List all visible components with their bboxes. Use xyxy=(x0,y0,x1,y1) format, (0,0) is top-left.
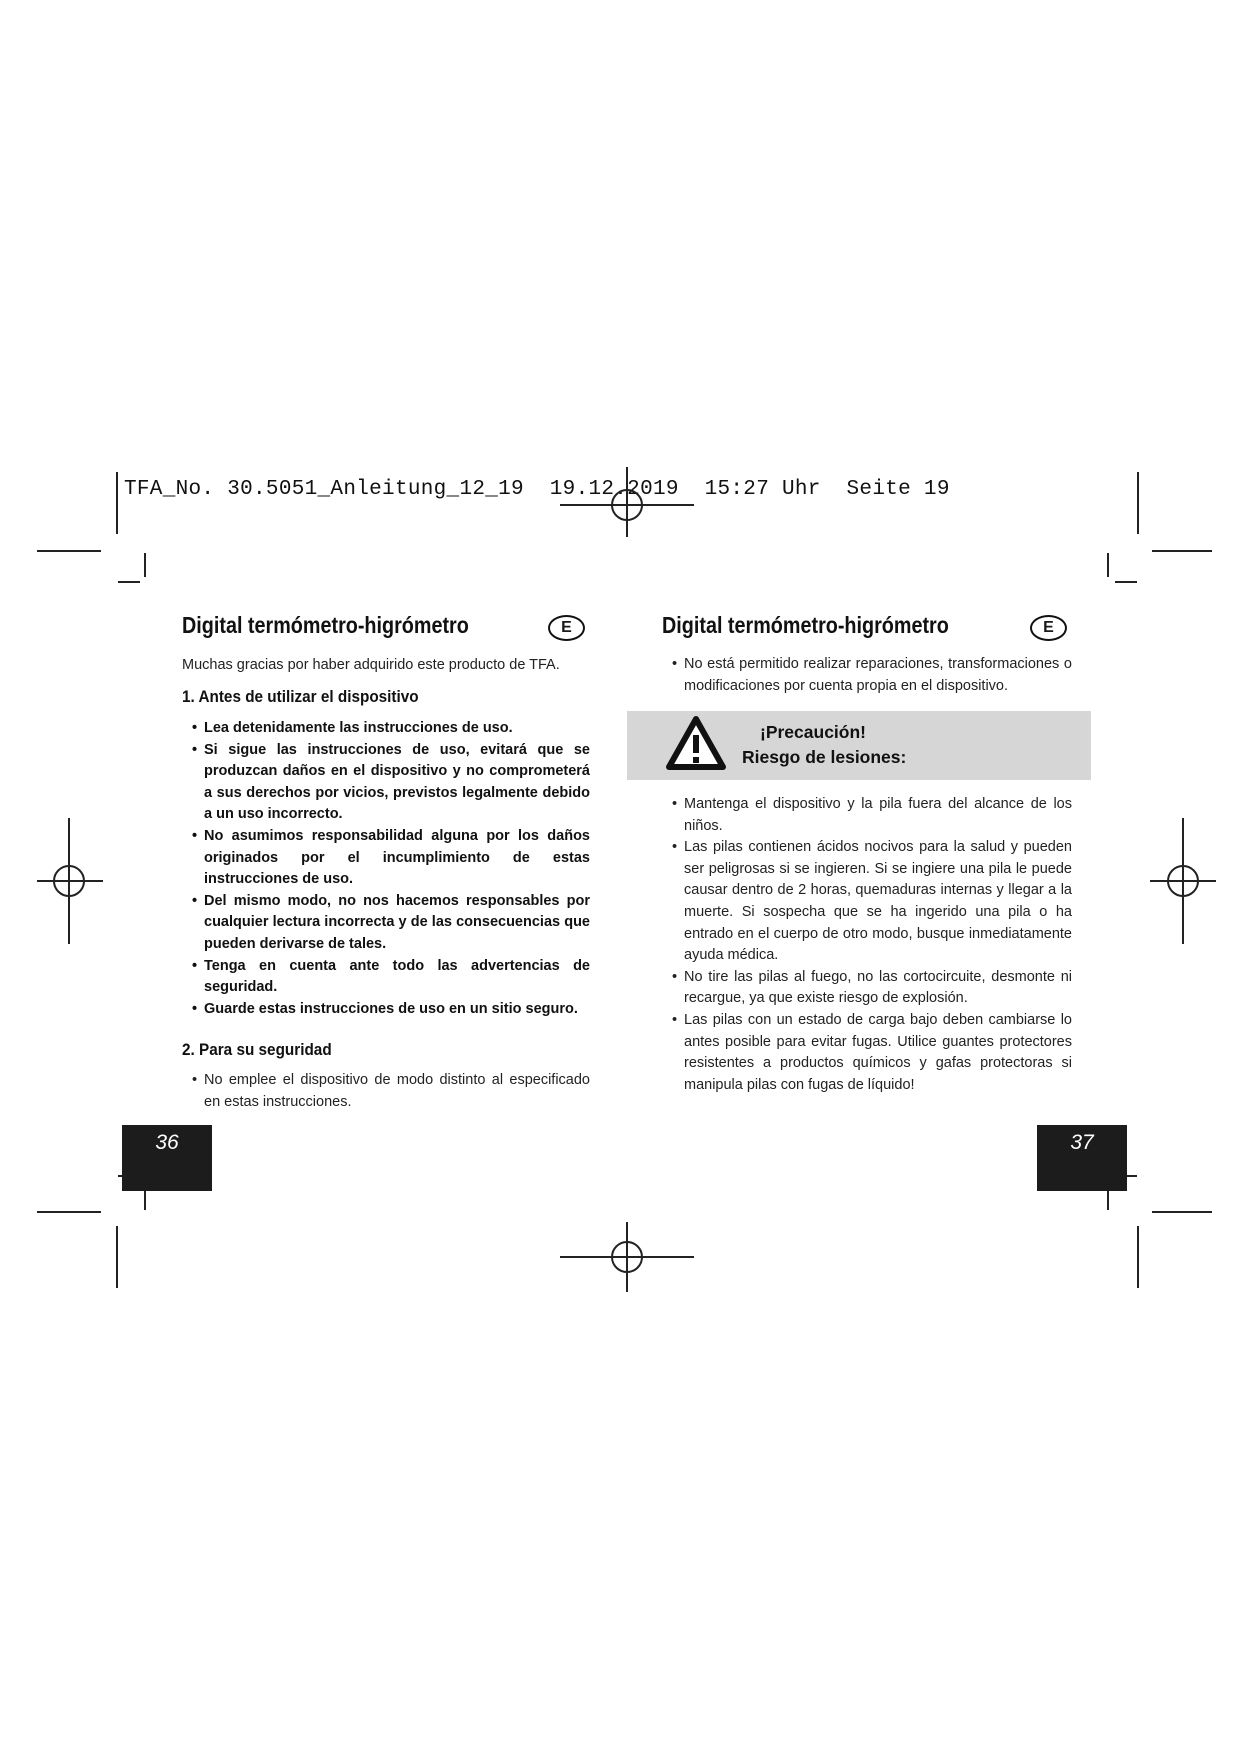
list-item: • Mantenga el dispositivo y la pila fuera del alcance de los niños. xyxy=(672,796,1072,834)
registration-mark-icon xyxy=(560,467,694,537)
warning-triangle-icon xyxy=(665,715,727,771)
list-item: • No asumimos responsabilidad alguna por los daños originados por el incumplimiento de estas instrucciones de uso. xyxy=(192,827,590,888)
warning-text: ¡Precaución! Riesgo de lesiones: xyxy=(742,722,907,767)
top-list xyxy=(662,654,1072,697)
list-item: • No tire las pilas al fuego, no las cortocircuite, desmonte ni recargue, ya que existe riesgo de explosión. xyxy=(672,968,1072,1007)
section2-list xyxy=(182,1070,590,1113)
page-title: Digital termómetro-higrómetro xyxy=(182,612,469,638)
print-slug: TFA_No. 30.5051_Anleitung_12_19 19.12.2019 15:27 Uhr Seite 19 xyxy=(124,478,950,501)
section1-list xyxy=(182,718,590,1020)
page-number: 36 xyxy=(122,1125,212,1191)
list-item: • Tenga en cuenta ante todo las advertencias de seguridad. xyxy=(192,957,590,996)
warning-box xyxy=(627,711,1091,780)
list-item: • Las pilas contienen ácidos nocivos para la salud y pueden ser peligrosas si se ingieren. Si se ingiere una pila le puede causar dentro de 2 horas, quemaduras internas y llegar a la muerte. Si sospecha que se ha ingerido una pila o ha entrado en el cuerpo de otro modo, busque inmediatamente ayuda médica. xyxy=(672,839,1072,964)
list-item: • Las pilas con un estado de carga bajo deben cambiarse lo antes posible para evitar fugas. Utilice guantes protectores resistentes a productos químicos y gafas protectoras si manipula pilas con fugas de líquido! xyxy=(672,1011,1072,1093)
intro-text: Muchas gracias por haber adquirido este producto de TFA. xyxy=(182,657,560,673)
language-badge: E xyxy=(548,615,585,641)
language-badge: E xyxy=(1030,615,1067,641)
list-item: • Del mismo modo, no nos hacemos responsables por cualquier lectura incorrecta y de las consecuencias que pueden derivarse de tales. xyxy=(192,892,590,952)
page-number: 37 xyxy=(1037,1125,1127,1191)
list-item: • Lea detenidamente las instrucciones de uso. xyxy=(192,720,513,736)
list-item: • No está permitido realizar reparaciones, transformaciones o modificaciones por cuenta propia en el dispositivo. xyxy=(672,656,1072,694)
registration-mark-icon xyxy=(560,1222,694,1292)
section-heading: 1. Antes de utilizar el dispositivo xyxy=(182,687,419,706)
registration-mark-icon xyxy=(37,818,103,944)
registration-mark-icon xyxy=(1150,818,1216,944)
section-heading: 2. Para su seguridad xyxy=(182,1040,332,1059)
battery-list xyxy=(662,794,1072,1096)
page-title: Digital termómetro-higrómetro xyxy=(662,612,949,638)
list-item: • Si sigue las instrucciones de uso, evitará que se produzcan daños en el dispositivo y no comprometerá a sus derechos por vicios, previstos legalmente debido a un uso incorrecto. xyxy=(192,741,590,823)
list-item: • Guarde estas instrucciones de uso en un sitio seguro. xyxy=(192,1000,578,1017)
list-item: • No emplee el dispositivo de modo distinto al especificado en estas instrucciones. xyxy=(192,1072,590,1110)
